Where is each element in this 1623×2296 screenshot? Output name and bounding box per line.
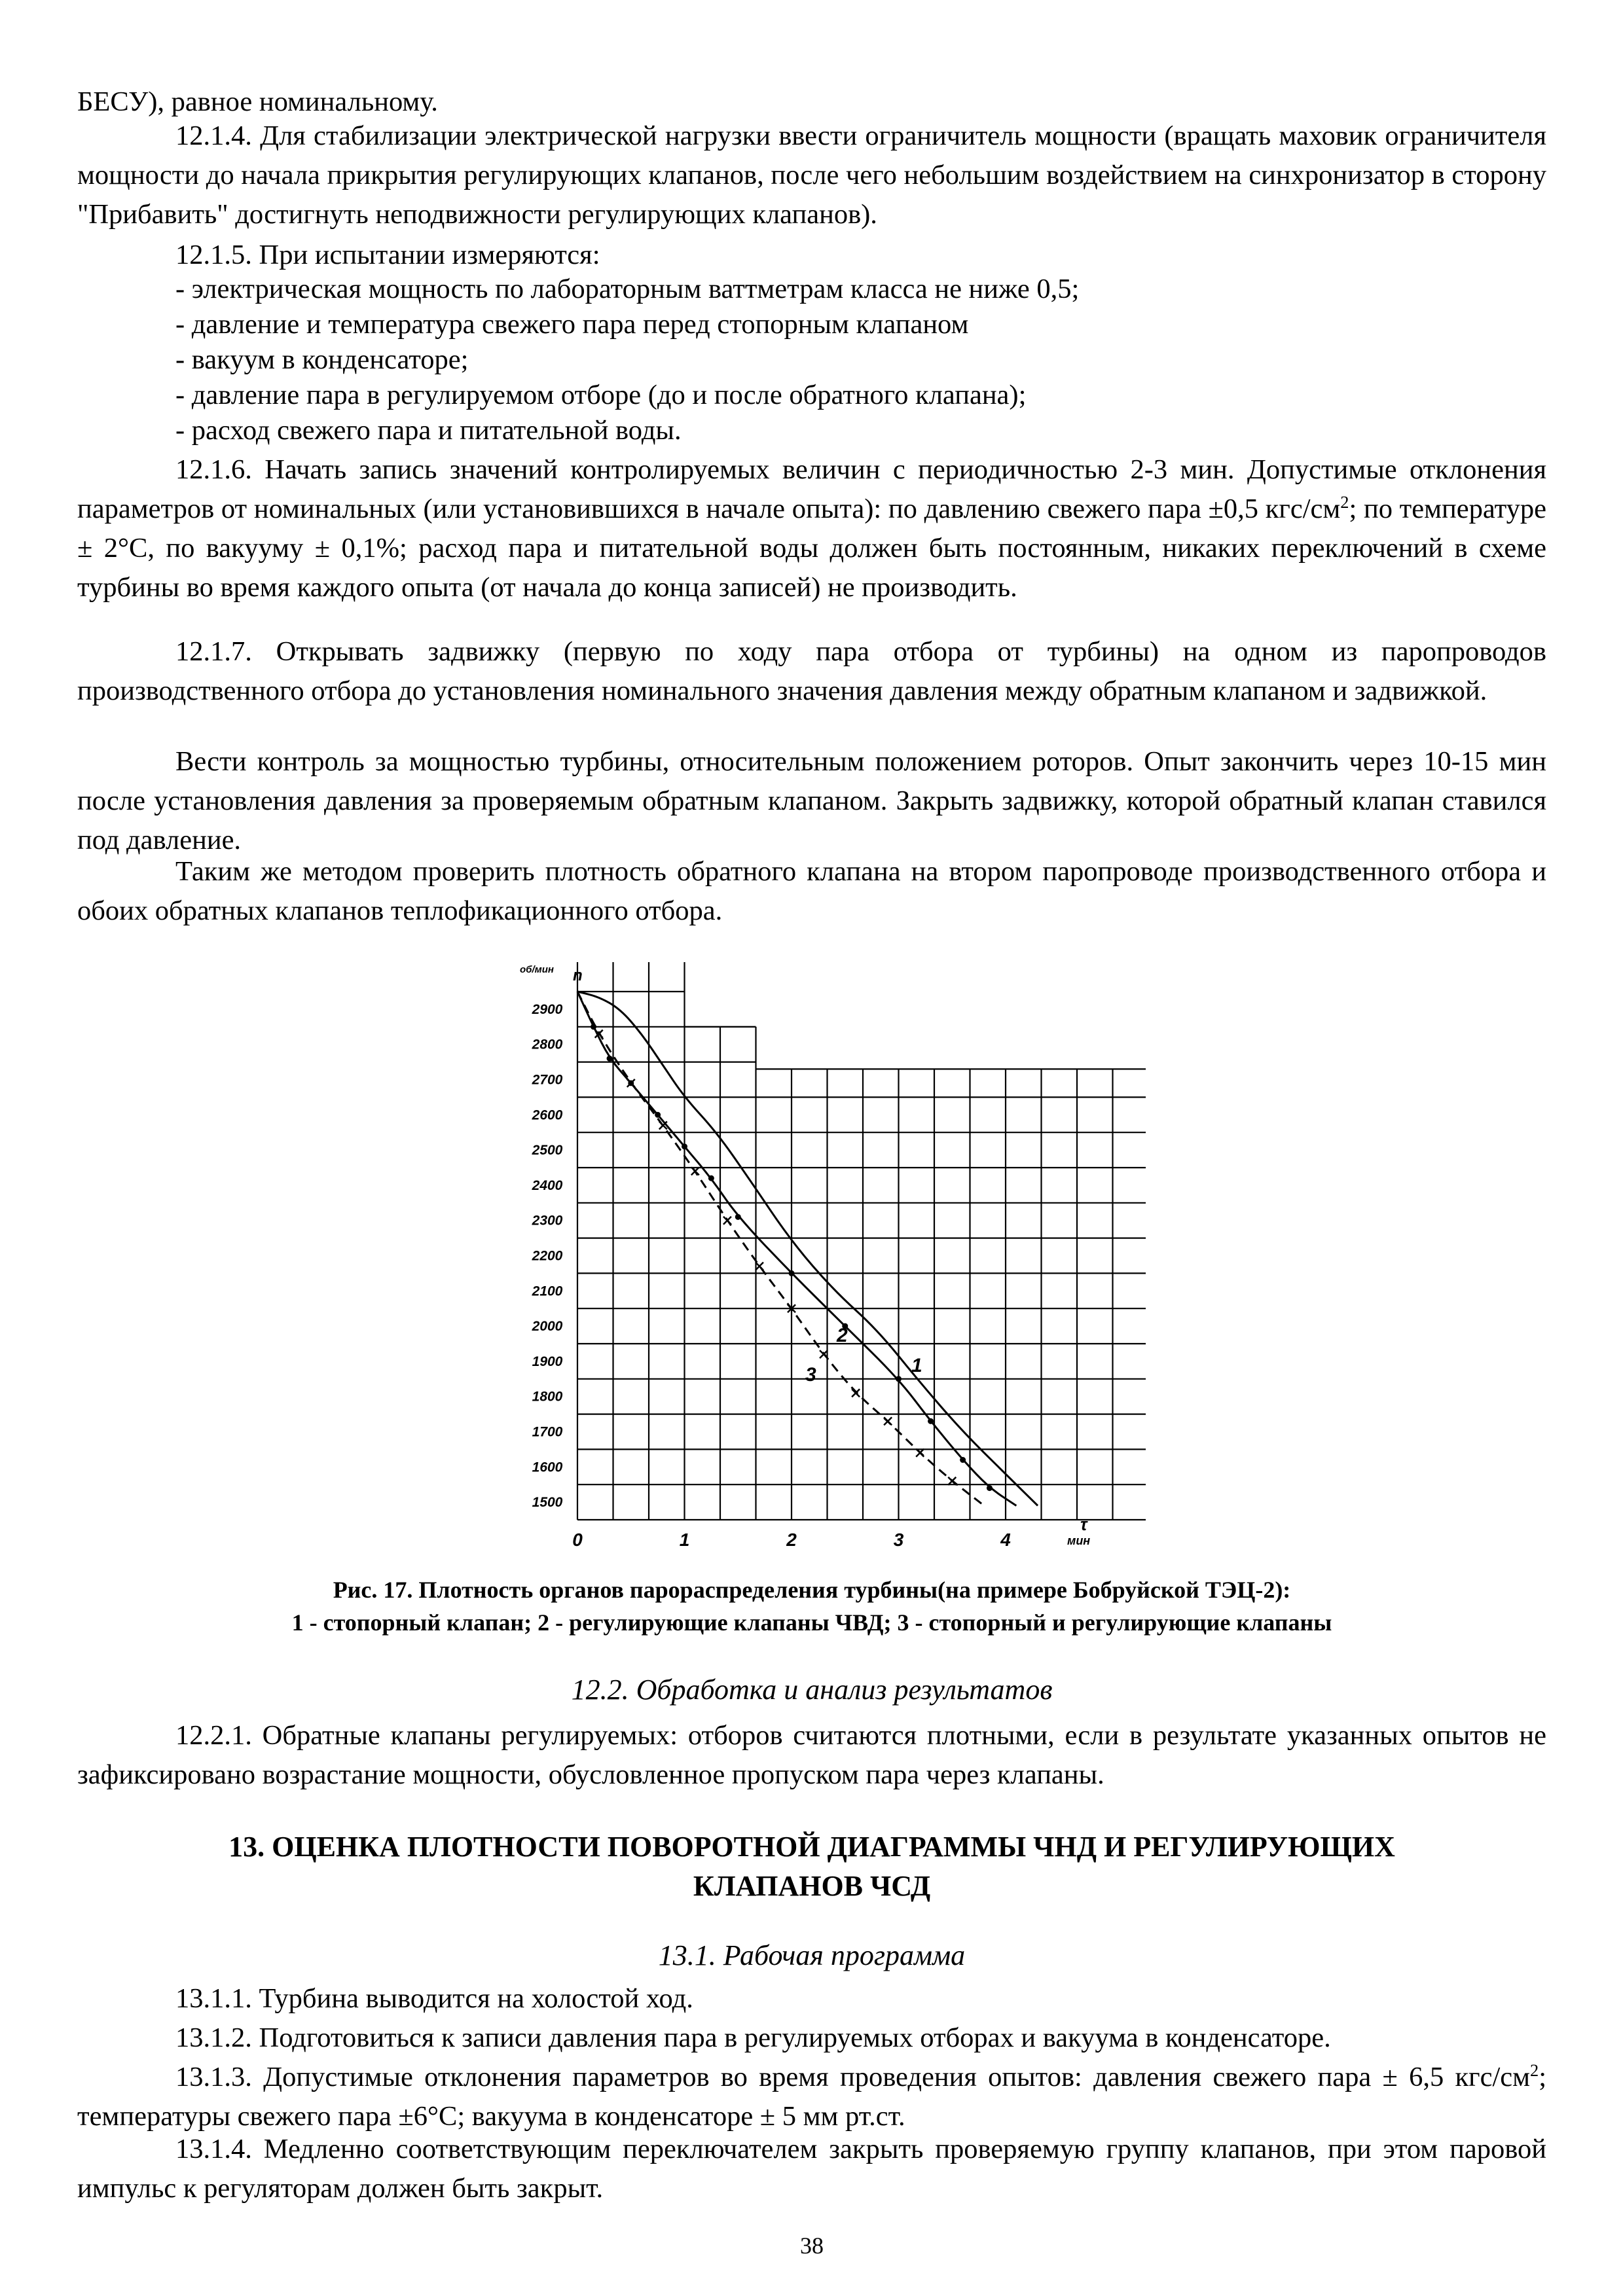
paragraph-13-1-3	[77, 2058, 1546, 2136]
curve-label-tau: τ	[1080, 1515, 1087, 1534]
data-point-3	[820, 1350, 828, 1358]
paragraph-13-1-1: 13.1.1. Турбина выводится на холостой ход.	[175, 1983, 693, 2014]
x-axis-tick-labels	[572, 1530, 1011, 1550]
figure-caption-legend: 1 - стопорный клапан; 2 - регулирующие клапаны ЧВД; 3 - стопорный и регулирующие клапаны	[291, 1609, 1332, 1636]
paragraph-control: Вести контроль за мощностью турбины, относительным положением роторов. Опыт закончить через 10-15 мин после установления давления за проверяемым обратным клапаном. Закрыть задвижку, которой обратный клапан ставился под давление.	[77, 746, 1546, 855]
y-tick-label: 1800	[532, 1389, 563, 1405]
x-axis-unit-label: мин	[1067, 1534, 1091, 1547]
chart-grid	[577, 962, 1146, 1520]
y-tick-label: 1600	[532, 1460, 563, 1475]
data-point-3	[916, 1449, 924, 1457]
paragraph-13-1-2: 13.1.2. Подготовиться к записи давления пара в регулируемых отборах и вакуума в конденсаторе.	[175, 2022, 1331, 2053]
data-point-2	[708, 1175, 714, 1181]
subsection-title-13-1: 13.1. Рабочая программа	[658, 1939, 966, 1971]
superscript: 2	[1340, 492, 1349, 512]
y-tick-label: 2000	[532, 1319, 563, 1335]
list-item: - вакуум в конденсаторе;	[175, 344, 469, 375]
list-item: - электрическая мощность по лабораторным ваттметрам класса не ниже 0,5;	[175, 274, 1080, 304]
data-point-3	[948, 1477, 956, 1485]
paragraph-12-1-5: 12.1.5. При испытании измеряются:	[175, 240, 600, 270]
data-point-2	[960, 1457, 966, 1463]
data-point-3	[852, 1389, 860, 1397]
y-tick-label: 2800	[532, 1037, 563, 1052]
page-number: 38	[800, 2233, 824, 2259]
y-tick-label: 2500	[532, 1143, 563, 1158]
paragraph-12-1-7: 12.1.7. Открывать задвижку (первую по ходу пара отбора от турбины) на одном из паропроводов производственного отбора до установления номинального значения давления между обратным клапаном и задвижкой.	[77, 636, 1546, 706]
paragraph-12-1-6-part1: 12.1.6. Начать запись значений контролируемых величин с периодичностью 2-3 мин. Допустимые отклонения параметров от номинальных (или установившихся в начале опыта): по давлению свежего пара ±0,5 кгс/см	[77, 454, 1546, 524]
y-tick-label: 2300	[532, 1213, 563, 1229]
superscript: 2	[1530, 2060, 1539, 2080]
data-point-2	[789, 1270, 795, 1276]
data-point-2	[987, 1485, 993, 1491]
data-point-3	[884, 1417, 892, 1425]
paragraph-12-1-4: 12.1.4. Для стабилизации электрической нагрузки ввести ограничитель мощности (вращать маховик ограничителя мощности до начала прикрытия регулирующих клапанов, после чего небольшим воздействием на синхронизатор в сторону "Прибавить" достигнуть неподвижности регулирующих клапанов).	[77, 120, 1546, 230]
paragraph-method: Таким же методом проверить плотность обратного клапана на втором паропроводе производственного отбора и обоих обратных клапанов теплофикационного отбора.	[77, 856, 1546, 926]
data-point-2	[655, 1112, 661, 1118]
data-point-3	[723, 1217, 731, 1225]
x-tick-label: 3	[893, 1530, 904, 1550]
x-tick-label: 2	[786, 1530, 797, 1550]
subsection-title-12-2: 12.2. Обработка и анализ результатов	[571, 1674, 1053, 1706]
y-tick-label: 2100	[532, 1283, 563, 1299]
y-tick-label: 1700	[532, 1424, 563, 1440]
paragraph-continuation: БЕСУ), равное номинальному.	[77, 86, 438, 117]
data-point-2	[607, 1056, 613, 1062]
data-point-2	[896, 1376, 902, 1382]
curve-label-2: 2	[837, 1325, 848, 1346]
y-tick-label: 1500	[532, 1495, 563, 1511]
paragraph-12-2-1: 12.2.1. Обратные клапаны регулируемых: отборов считаются плотными, если в результате указанных опытов не зафиксировано возрастание мощности, обусловленное пропуском пара через клапаны.	[77, 1720, 1546, 1790]
rotor-speed-chart	[498, 962, 1146, 1558]
x-tick-label: 4	[1000, 1530, 1011, 1550]
section-heading-line2: КЛАПАНОВ ЧСД	[693, 1870, 931, 1902]
figure-caption-title: Рис. 17. Плотность органов парораспределения турбины(на примере Бобруйской ТЭЦ-2):	[333, 1577, 1291, 1603]
list-item: - расход свежего пара и питательной воды.	[175, 415, 682, 446]
curve-label-3: 3	[805, 1364, 816, 1386]
data-point-3	[756, 1263, 763, 1270]
list-item: - давление и температура свежего пара перед стопорным клапаном	[175, 309, 969, 340]
y-axis-unit-label: об/мин	[520, 964, 554, 975]
curve-label-1: 1	[911, 1355, 922, 1376]
paragraph-13-1-3-part1: 13.1.3. Допустимые отклонения параметров во время проведения опытов: давления свежего пара ± 6,5 кгс/см	[175, 2062, 1531, 2092]
paragraph-12-1-6-part2: ; по температуре ± 2°С, по вакууму ± 0,1%; расход пара и питательной воды должен быть постоянным, никаких переключений в схеме турбины во время каждого опыта (от начала до конца записей) не производить.	[77, 493, 1546, 603]
list-item: - давление пара в регулируемом отборе (до и после обратного клапана);	[175, 380, 1027, 410]
data-point-2	[928, 1418, 934, 1424]
data-point-2	[735, 1214, 741, 1220]
paragraph-12-1-6	[77, 450, 1546, 607]
curve-label-n: n	[573, 967, 583, 984]
y-tick-label: 2400	[532, 1177, 563, 1193]
section-heading-line1: 13. ОЦЕНКА ПЛОТНОСТИ ПОВОРОТНОЙ ДИАГРАММЫ ЧНД И РЕГУЛИРУЮЩИХ	[228, 1831, 1395, 1863]
data-point-3	[691, 1167, 699, 1175]
y-tick-label: 2700	[532, 1072, 563, 1088]
y-tick-label: 2600	[532, 1107, 563, 1123]
paragraph-13-1-3-part2: ; температуры свежего пара ±6°С; вакуума в конденсаторе ± 5 мм рт.ст.	[77, 2062, 1546, 2132]
y-axis-tick-labels	[532, 1002, 563, 1510]
y-tick-label: 2200	[532, 1248, 563, 1264]
paragraph-13-1-4: 13.1.4. Медленно соответствующим переключателем закрыть проверяемую группу клапанов, при этом паровой импульс к регуляторам должен быть закрыт.	[77, 2134, 1546, 2204]
data-point-2	[682, 1143, 687, 1149]
y-tick-label: 2900	[532, 1001, 563, 1017]
data-point-2	[591, 1024, 596, 1030]
y-tick-label: 1900	[532, 1354, 563, 1369]
x-tick-label: 1	[679, 1530, 690, 1550]
x-tick-label: 0	[572, 1530, 583, 1550]
